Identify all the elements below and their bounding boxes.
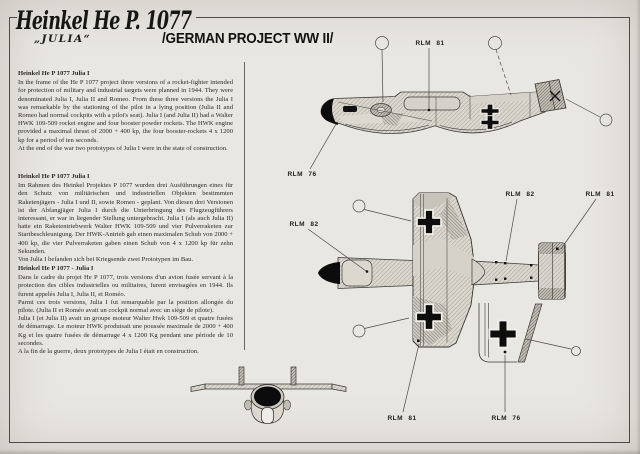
scan-edge-shadow-right bbox=[636, 0, 640, 454]
rlm-label-wing-bottom: RLM 81 bbox=[387, 415, 417, 422]
front-wing-left-tip bbox=[191, 384, 205, 392]
balkenkreuz-fin-detail bbox=[489, 320, 516, 347]
callout-dot bbox=[336, 122, 339, 125]
callout-circle bbox=[489, 37, 502, 50]
front-view-drawing bbox=[191, 367, 346, 424]
front-landing-skid bbox=[262, 408, 274, 424]
callout-circle bbox=[572, 347, 581, 356]
scan-edge-shadow-bottom bbox=[0, 449, 640, 454]
section-paragraph: Im Rahmen des Heinkel Projektes P 1077 wurden drei Ausführungen eines für den Schutz von militärischen und industriellen Objekten bestimmten Raketenjägers - Julia I und II, sowie Romeo - geplant. Von diesen drei Versionen ist der Abfangjäger Julia I durch die Unterbringung des Flugzeugführers interessant, er war in liegender Stellung untergebracht. Julia I (als auch Julia II) hatte ein Raketentriebwerk Walter HWK 109-509 und vier Pulverraketen zur Startbeschleunigung. Der HWK-Antrieb gab einen maximalen Schub von 2000 + 400 kp, die vier Pulverraketen gaben einen Schub von 4 x 1200 kp für zehn Sekunden. bbox=[18, 182, 233, 255]
section-paragraph: At the end of the war two prototypes of Julia I were in the state of construction. bbox=[18, 144, 228, 152]
front-nose-black bbox=[254, 387, 281, 407]
rlm-label-top-rear: RLM 82 bbox=[505, 191, 535, 198]
front-wing-right-tip bbox=[332, 384, 346, 392]
rlm-label-fin-detail: RLM 76 bbox=[491, 415, 521, 422]
rlm-label-top-cockpit: RLM 82 bbox=[289, 221, 319, 228]
top-nose-black bbox=[318, 262, 340, 284]
project-banner: /GERMAN PROJECT WW II/ bbox=[162, 31, 334, 47]
callout-circle bbox=[600, 114, 612, 126]
callout-dot bbox=[366, 270, 369, 273]
page-title: Heinkel He P. 1077 bbox=[16, 6, 192, 35]
callout-circle bbox=[353, 325, 365, 337]
section-paragraph: Julia I (et Julia II) avait un groupe moteur Walter Hwk 109-509 et quatre fusées de démarrage. Le moteur HWK produisait une poussée maximale de 2000 + 400 Kg et les quatre fusées de démarrage 4 x 1200 Kg pendant une période de 10 secondes. bbox=[18, 315, 233, 347]
callout-dot bbox=[504, 351, 507, 354]
front-bulge-left bbox=[245, 400, 252, 410]
front-bulge-right bbox=[284, 400, 291, 410]
callout-dot bbox=[417, 340, 420, 343]
side-intake bbox=[343, 106, 357, 112]
section-paragraph: Dans le cadre du projet He P 1077, trois versions d'un avion fusée servant à la protection des cibles industrielles ou militaires, furent envisagées en 1944. Ils furent appelés Julia I, Julia II, et Roméo. bbox=[18, 274, 233, 298]
side-view-drawing bbox=[321, 80, 566, 134]
section-heading: Heinkel He P 1077 Julia I bbox=[18, 173, 90, 180]
front-fin-right bbox=[291, 367, 296, 385]
fin-detail-drawing bbox=[479, 303, 581, 362]
section-paragraph: In the frame of the He P 1077 project three versions of a rocket-fighter intended for protection of military and industrial targets were planned in 1944. They were denominated Julia I, Julia II and Romeo. From these three versions the Julia I was remarkable by the stationing of the pilot in a lying position (Julia II and Romeo had normal cockpits with a pilot's seat). Julia I (and Julia II) had a Walter HWK 109-509 rocket engine and four booster powder rockets. The HWK engine provided a maximal thrust of 2000 + 400 kp, the four booster-rockets 4 x 1200 kp for a period of ten seconds. bbox=[18, 79, 233, 144]
front-fin-left bbox=[239, 367, 244, 385]
top-view-drawing bbox=[318, 193, 566, 347]
rlm-label-side-nose: RLM 76 bbox=[287, 171, 317, 178]
callout-dot bbox=[556, 248, 559, 251]
side-tail-fin bbox=[535, 80, 566, 113]
callout-dot bbox=[428, 109, 431, 112]
section-paragraph: Von Julia I befanden sich bei Kriegsende zwei Prototypen im Bau. bbox=[18, 256, 194, 264]
fin-detail-rudder-strip bbox=[518, 304, 542, 362]
rlm-label-top-tailplane: RLM 81 bbox=[585, 191, 615, 198]
tailplane-fin-strip-bottom bbox=[539, 288, 566, 299]
page-subtitle: „JULIA“ bbox=[34, 33, 92, 45]
section-paragraph: Parmi ces trois versions, Julia I fut remarquable par la position allongée du pilote. (Julia II et Roméo avait un cockpit normal avec un siège de pilote). bbox=[18, 298, 233, 315]
callout-circle bbox=[353, 200, 365, 212]
section-paragraph: A la fin de la guerre, deux prototypes de Julia I était en construction. bbox=[18, 348, 199, 356]
section-heading: Heinkel He P 1077 - Julia I bbox=[18, 265, 94, 272]
section-heading: Heinkel He P 1077 Julia I bbox=[18, 70, 90, 77]
callout-circle bbox=[376, 37, 389, 50]
side-canopy bbox=[404, 97, 460, 110]
rlm-label-side-fuselage: RLM 81 bbox=[415, 40, 445, 47]
top-canopy bbox=[342, 260, 372, 286]
